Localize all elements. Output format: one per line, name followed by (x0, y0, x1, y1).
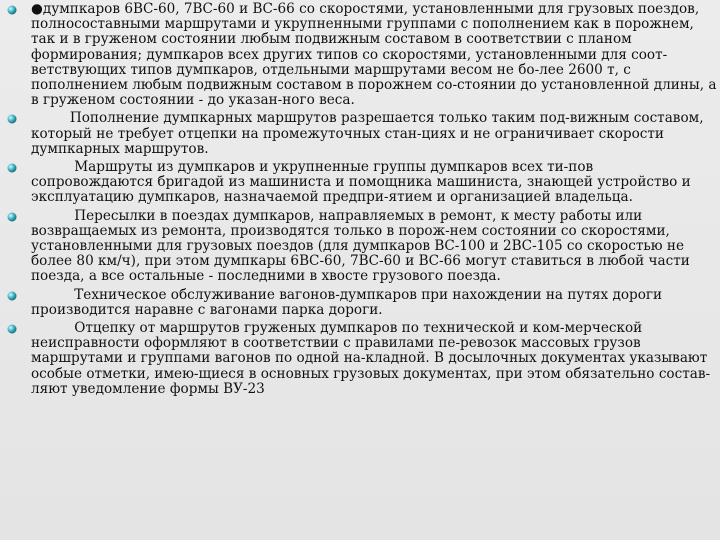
paragraph-3 (7, 160, 717, 206)
paragraph-text: Пересылки в поездах думпкаров, направляемых в ремонт, к месту работы или возвращаемых из ремонта, производятся только в порож-нем состоянии со скоростями, установленными для грузовых поездов (для думпкаров ВС-100 и 2ВС-105 со скоростью не более 80 км/ч), при этом думпкары 6ВС-60, 7ВС-60 и ВС-66 могут ставиться в любой части поезда, а все остальные - последними в хвосте грузового поезда. (31, 207, 695, 285)
paragraph-text: Отцепку от маршрутов груженых думпкаров по технической и ком-мерческой неисправности оформляют в соответствии с правилами пе-ревозок массовых грузов маршрутами и группами вагонов по одной на-кладной. В досылочных документах указывают особые отметки, имею-щиеся в основных грузовых документах, при этом обязательно состав-ляют уведомление формы ВУ-23 (31, 320, 712, 397)
sphere-bullet-icon (7, 163, 17, 173)
sphere-bullet-icon (7, 5, 17, 15)
paragraph-2 (7, 111, 717, 157)
paragraph-text: Маршруты из думпкаров и укрупненные группы думпкаров всех ти-пов сопровождаются бригадой из машиниста и помощника машиниста, знающей устройство и эксплуатацию думпкаров, назначаемой предпри-ятием и организацией владельца. (31, 159, 696, 206)
paragraph-4 (7, 209, 717, 285)
sphere-bullet-icon (7, 324, 17, 334)
paragraph-text: Пополнение думпкарных маршрутов разрешается только таким под-вижным составом, который не требует отцепки на промежуточных стан-циях и не ограничивает скорости думпкарных маршрутов. (31, 110, 708, 157)
text-body (7, 0, 717, 397)
paragraph-text: Техническое обслуживание вагонов-думпкаров при нахождении на путях дороги производится наравне с вагонами парка дороги. (31, 286, 667, 318)
paragraph-text: ●думпкаров 6ВС-60, 7ВС-60 и ВС-66 со скоростями, установленными для грузовых поездов, полносоставными маршрутами и укрупненными группами с пополнением как в порожнем, так и в груженом состоянии любым подвижным составом в соответствии с планом формирования; думпкаров всех других типов со скоростями, установленными для соот-ветствующих типов думпкаров, отдельными маршрутами весом не бо-лее 2600 т, с пополнением любым подвижным составом в порожнем со-стоянии до установленной длины, а в груженом состоянии - до указан-ного веса. (31, 1, 717, 109)
sphere-bullet-icon (7, 114, 17, 124)
paragraph-6 (7, 321, 717, 397)
sphere-bullet-icon (7, 212, 17, 222)
sphere-bullet-icon (7, 291, 17, 301)
paragraph-1 (7, 2, 717, 108)
paragraph-5 (7, 288, 717, 318)
